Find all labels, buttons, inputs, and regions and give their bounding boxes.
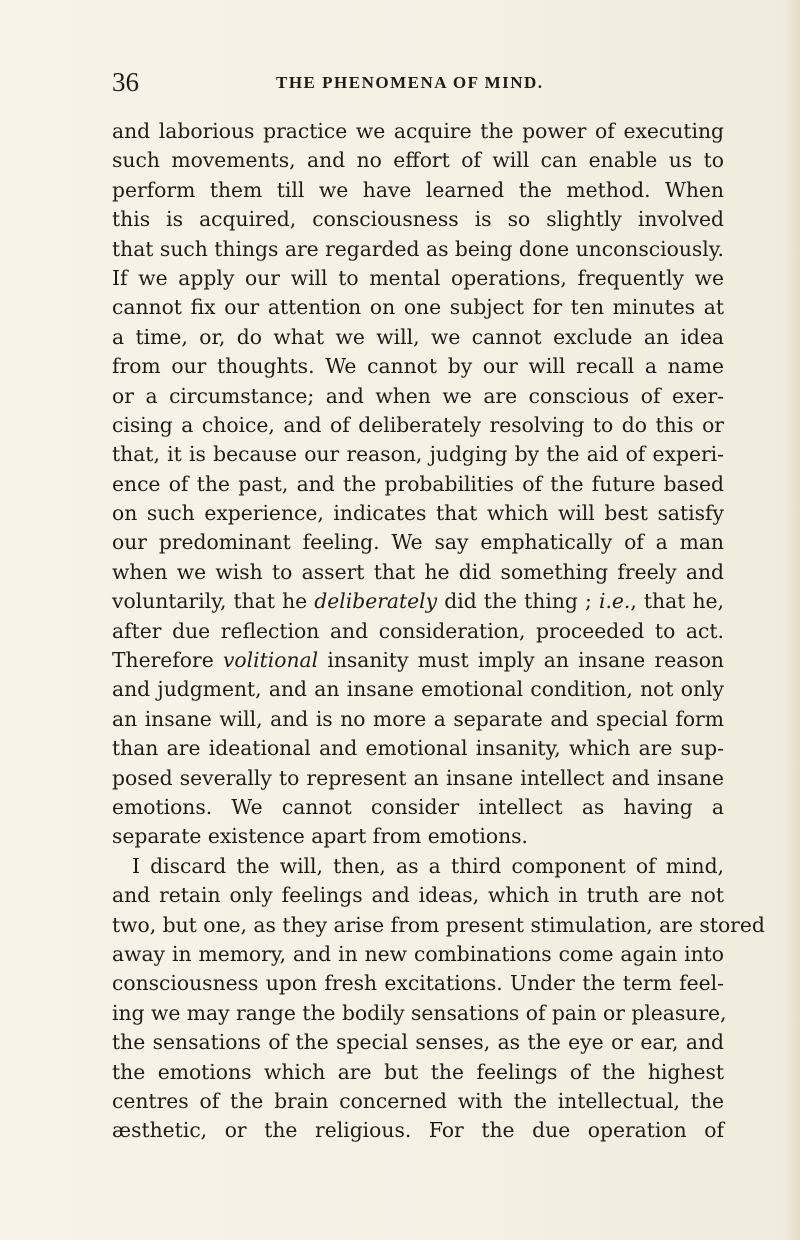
text-line: separate existence apart from emotions. xyxy=(112,824,528,849)
text-line: a time, or, do what we will, we cannot exclude an idea xyxy=(112,324,724,349)
running-head: THE PHENOMENA OF MIND. xyxy=(276,73,544,92)
text-line: æsthetic, or the religious. For the due operation of xyxy=(112,1118,724,1143)
text-line: centres of the brain concerned with the intellectual, the xyxy=(112,1088,724,1113)
text-line: an insane will, and is no more a separate and special form xyxy=(112,706,724,731)
text-line: when we wish to assert that he did something freely and xyxy=(112,559,724,584)
text-line: cising a choice, and of deliberately resolving to do this or xyxy=(112,412,724,437)
text-line-with-italics xyxy=(112,587,724,616)
text-line: and judgment, and an insane emotional condition, not only xyxy=(112,677,724,702)
text-line: If we apply our will to mental operations, frequently we xyxy=(112,265,724,290)
text-segment: Therefore xyxy=(112,648,223,673)
italic-text: i.e. xyxy=(598,589,631,614)
page-header xyxy=(112,64,724,100)
page-edge-shadow xyxy=(784,0,800,1240)
text-line: emotions. We cannot consider intellect as having a xyxy=(112,794,724,819)
text-line: such movements, and no effort of will can enable us to xyxy=(112,148,724,173)
italic-text: volitional xyxy=(222,648,319,673)
text-line: ence of the past, and the probabilities of the future based xyxy=(112,471,724,496)
text-line: and retain only feelings and ideas, which in truth are not xyxy=(112,883,724,908)
text-segment: , that he, xyxy=(630,589,724,614)
text-line: and laborious practice we acquire the power of executing xyxy=(112,119,724,143)
text-line: cannot fix our attention on one subject for ten minutes at xyxy=(112,295,724,320)
text-line: this is acquired, consciousness is so slightly involved xyxy=(112,207,724,232)
text-line: away in memory, and in new combinations come again into xyxy=(112,941,724,966)
text-line: on such experience, indicates that which will best satisfy xyxy=(112,501,724,526)
page-number: 36 xyxy=(112,67,139,97)
text-line: than are ideational and emotional insanity, which are sup- xyxy=(112,736,724,761)
text-line: our predominant feeling. We say emphatically of a man xyxy=(112,530,724,555)
text-line: that such things are regarded as being done unconsciously. xyxy=(112,236,724,261)
italic-text: deliberately xyxy=(314,589,438,614)
text-segment: voluntarily, that he xyxy=(112,589,315,614)
text-segment: did the thing ; xyxy=(437,589,599,614)
text-line: ing we may range the bodily sensations of pain or pleasure, xyxy=(112,1000,727,1025)
text-line: after due reflection and consideration, proceeded to act. xyxy=(112,618,724,643)
text-line: the sensations of the special senses, as the eye or ear, and xyxy=(112,1030,724,1055)
text-line: posed severally to represent an insane intellect and insane xyxy=(112,765,724,790)
text-line: or a circumstance; and when we are conscious of exer- xyxy=(112,383,724,408)
paragraph-start-line: I discard the will, then, as a third component of mind, xyxy=(132,853,724,878)
text-line: consciousness upon fresh excitations. Under the term feel- xyxy=(112,971,724,996)
text-line: the emotions which are but the feelings of the highest xyxy=(112,1059,724,1084)
text-line-with-italics xyxy=(112,646,724,675)
text-segment: insanity must imply an insane reason xyxy=(318,648,724,673)
body-text xyxy=(112,117,765,1146)
text-line: from our thoughts. We cannot by our will recall a name xyxy=(112,354,724,379)
text-line: perform them till we have learned the method. When xyxy=(112,177,724,202)
text-line: two, but one, as they arise from present stimulation, are stored xyxy=(112,912,765,937)
text-line: that, it is because our reason, judging by the aid of experi- xyxy=(112,442,724,467)
